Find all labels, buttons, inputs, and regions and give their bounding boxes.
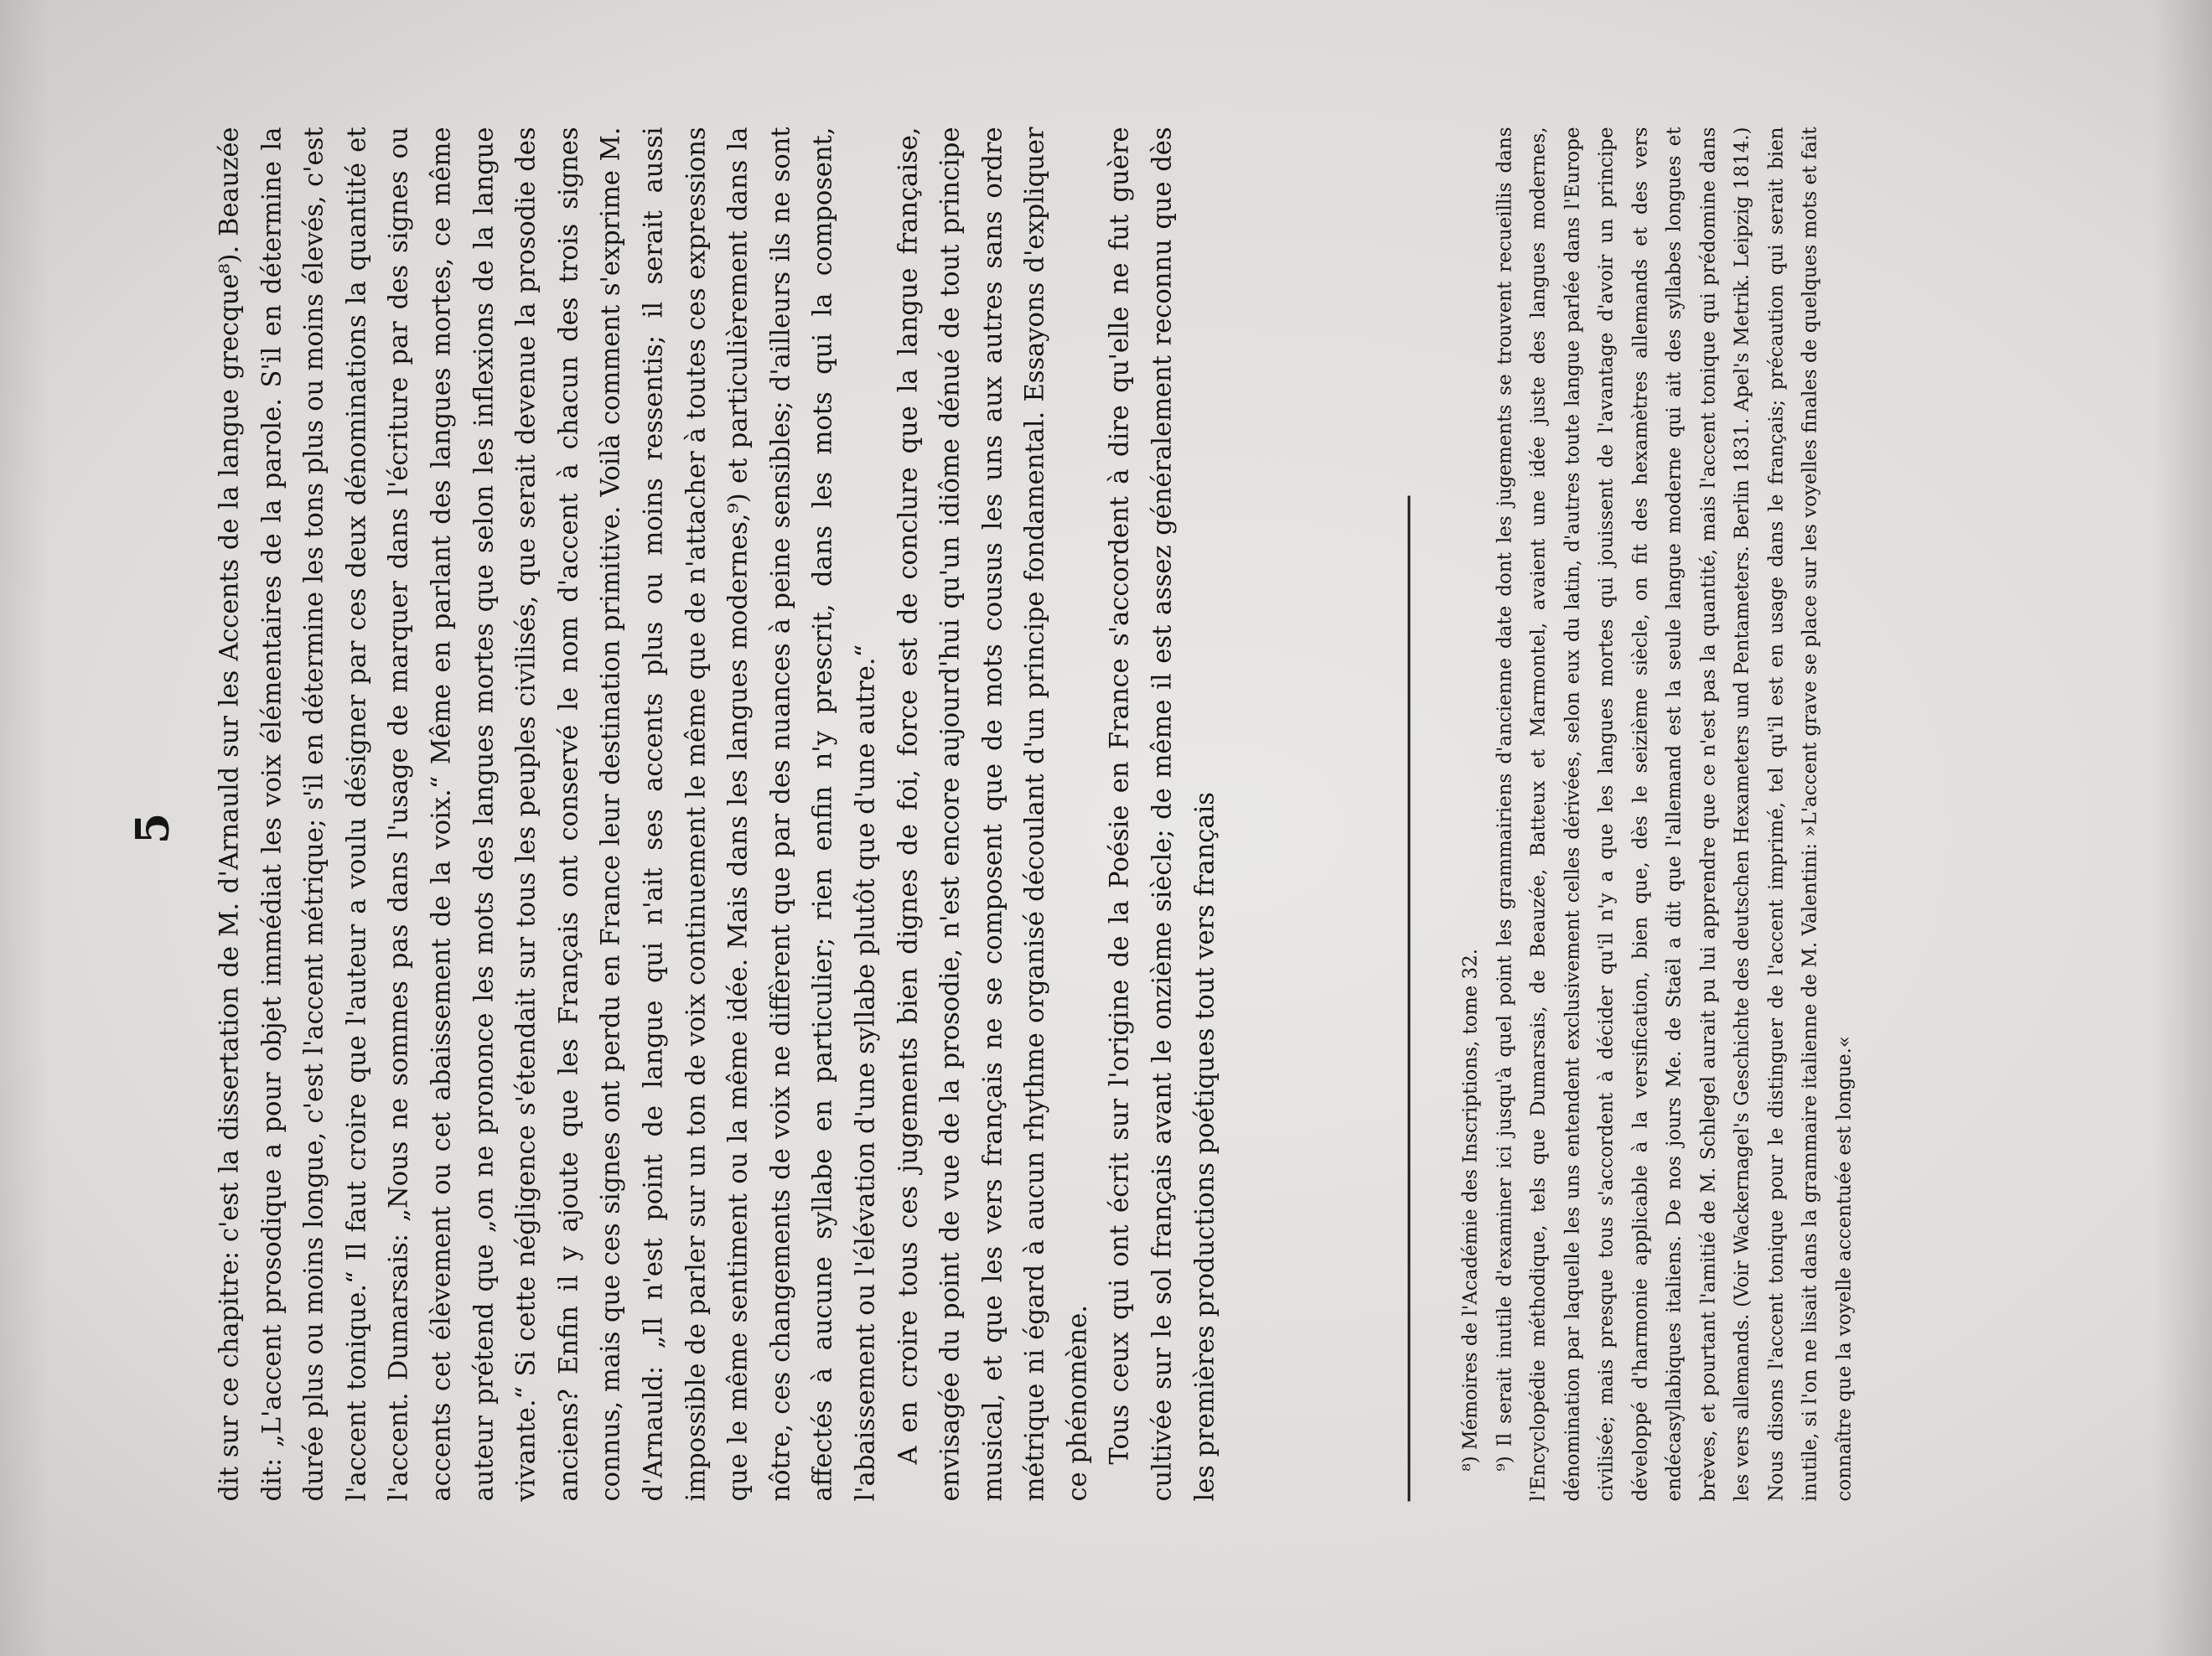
footnote-9: ⁹) Il serait inutile d'examiner ici jusqu'à quel point les grammairiens d'ancienne date dont les jugements se trouvent recueillis dans l'Encyclopédie méthodique, tels que Dumarsais, de Beauzée, Batteux et Marmontel, avaient une idée juste des langues modernes, dénomination par laquelle les uns entendent exclusivement celles dérivées, selon eux du latin, d'autres toute langue parlée dans l'Europe civilisée; mais presque tous s'accordent à décider qu'il n'y a que les langues mortes qui jouissent de l'avantage d'avoir un principe développé d'harmonie applicable à la versification, bien que, dès le seizième siècle, on fit des hexamètres allemands et des vers endécasyllabiques italiens. De nos jours Me. de Staël a dit que l'allemand est la seule langue moderne qui ait des syllabes longues et brèves, et pourtant l'amitié de M. Schlegel aurait pu lui apprendre que ce n'est pas la quantité, mais l'accent tonique qui prédomine dans les vers allemands. (Voir Wackernagel's Geschichte des deutschen Hexameters und Pentameters. Berlin 1831. Apel's Metrik. Leipzig 1814.) Nous disons l'accent tonique pour le distinguer de l'accent imprimé, tel qu'il est en usage dans le français; précaution qui serait bien inutile, si l'on ne lisait dans la grammaire italienne de M. Valentini: »L'accent grave se place sur les voyelles finales de quelques mots et fait connaître que la voyelle accentuée est longue.« — [1494, 127, 1855, 1502]
main-body-text — [210, 127, 1227, 1502]
footnote-separator-rule — [1408, 496, 1411, 1502]
rotated-text-sheet — [0, 1, 2212, 1656]
footnotes — [1454, 127, 1862, 1502]
paragraph-2: A en croire tous ces jugements bien dignes de foi, force est de conclure que la langue française, envisagée du point de vue de la prosodie, n'est encore aujourd'hui qu'un idiôme dénué de tout principe musical, et que les vers français ne se composent que de mots cousus les uns aux autres sans ordre métrique ni égard à aucun rhythme organisé découlant d'un principe fondamental. Essayons d'expliquer ce phénomène. — [894, 127, 1093, 1502]
page-number: 5 — [125, 812, 179, 845]
paragraph-3: Tous ceux qui ont écrit sur l'origine de la Poésie en France s'accordent à dire qu'elle ne fut guère cultivée sur le sol français avant le onzième siècle; de même il est assez généralement reconnu que dès les premières productions poétiques tout vers français — [1105, 127, 1220, 1502]
footnote-8: ⁸) Mémoires de l'Académie des Inscriptions, tome 32. — [1459, 948, 1482, 1472]
paragraph-1: dit sur ce chapitre: c'est la dissertation de M. d'Arnauld sur les Accents de la langue grecque⁸). Beauzée dit: „L'accent prosodique a pour objet immédiat les voix élémentaires de la parole. S'il en détermine la durée plus ou moins longue, c'est l'accent métrique; s'il en détermine les tons plus ou moins élevés, c'est l'accent tonique.“ Il faut croire que l'auteur a voulu désigner par ces deux dénominations la quantité et l'accent. Dumarsais: „Nous ne sommes pas dans l'usage de marquer dans l'écriture par des signes ou accents cet élèvement ou cet abaissement de la voix.“ Même en parlant des langues mortes, ce même auteur prétend que „on ne prononce les mots des langues mortes que selon les inflexions de la langue vivante.“ Si cette négligence s'étendait sur tous les peuples civilisés, que serait devenue la prosodie des anciens? Enfin il y ajoute que les Français ont conservé le nom d'accent à chacun des trois signes connus, mais que ces signes ont perdu en France leur destination primitive. Voilà comment s'exprime M. d'Arnauld: „Il n'est point de langue qui n'ait ses accents plus ou moins ressentis; il serait aussi impossible de parler sur un ton de voix continuement le même que de n'attacher à toutes ces expressions que le même sentiment ou la même idée. Mais dans les langues modernes,⁹) et particulièrement dans la nôtre, ces changements de voix ne diffèrent que par des nuances à peine sensibles; d'ailleurs ils ne sont affectés à aucune syllabe en particulier; rien enfin n'y prescrit, dans les mots qui la composent, l'abaissement ou l'élévation d'une syllabe plutôt que d'une autre.“ — [215, 127, 881, 1502]
